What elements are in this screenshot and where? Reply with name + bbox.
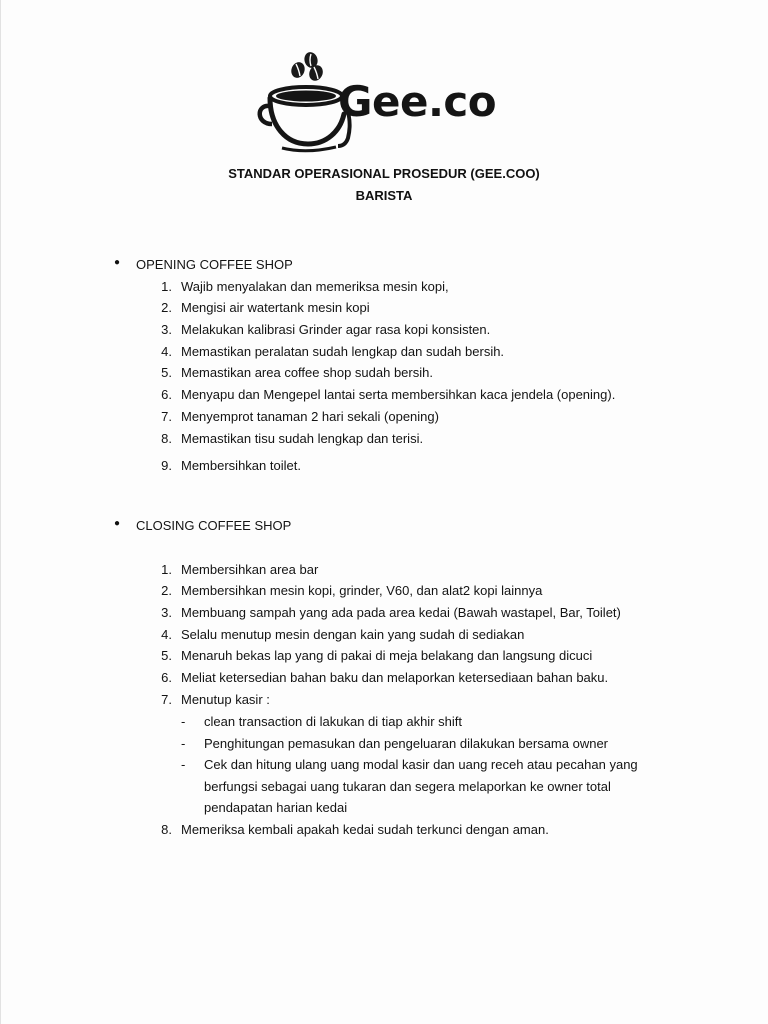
bullet-icon: ● — [114, 518, 121, 529]
list-number: 4. — [161, 627, 172, 642]
list-number: 5. — [161, 365, 172, 380]
list-number: 8. — [161, 431, 172, 446]
page-edge — [0, 0, 1, 1024]
bullet-icon: ● — [114, 257, 121, 268]
list-number: 9. — [161, 458, 172, 473]
closing-heading-text: CLOSING COFFEE SHOP — [136, 518, 292, 533]
list-item: Membersihkan mesin kopi, grinder, V60, dan alat2 kopi lainnya — [181, 583, 543, 598]
list-item: Melakukan kalibrasi Grinder agar rasa kopi konsisten. — [181, 322, 491, 337]
list-number: 3. — [161, 322, 172, 337]
sub-item-dash: - — [181, 736, 186, 751]
list-item: Mengisi air watertank mesin kopi — [181, 300, 370, 315]
list-item: Menyemprot tanaman 2 hari sekali (opening) — [181, 409, 439, 424]
list-number: 1. — [161, 562, 172, 577]
list-item: Menaruh bekas lap yang di pakai di meja belakang dan langsung dicuci — [181, 648, 593, 663]
list-number: 6. — [161, 387, 172, 402]
sub-item-dash: - — [181, 757, 186, 772]
list-item: Menutup kasir : — [181, 692, 270, 707]
list-number: 3. — [161, 605, 172, 620]
sub-item: Cek dan hitung ulang uang modal kasir dan uang receh atau pecahan yang — [204, 757, 638, 772]
list-number: 2. — [161, 583, 172, 598]
sub-item-continued: berfungsi sebagai uang tukaran dan segera melaporkan ke owner total — [204, 779, 611, 794]
list-item: Memeriksa kembali apakah kedai sudah terkunci dengan aman. — [181, 822, 549, 837]
list-item: Selalu menutup mesin dengan kain yang sudah di sediakan — [181, 627, 525, 642]
document-title: STANDAR OPERASIONAL PROSEDUR (GEE.COO) — [228, 166, 540, 181]
list-item: Memastikan area coffee shop sudah bersih. — [181, 365, 433, 380]
list-number: 5. — [161, 648, 172, 663]
list-number: 8. — [161, 822, 172, 837]
logo-wordmark: Gee.co — [338, 77, 497, 126]
opening-section-heading — [114, 257, 293, 272]
closing-section-heading — [114, 518, 292, 533]
list-item: Membuang sampah yang ada pada area kedai (Bawah wastapel, Bar, Toilet) — [181, 605, 621, 620]
list-number: 7. — [161, 692, 172, 707]
opening-heading-text: OPENING COFFEE SHOP — [136, 257, 293, 272]
list-item: Membersihkan area bar — [181, 562, 319, 577]
document-subtitle: BARISTA — [355, 188, 413, 203]
list-number: 2. — [161, 300, 172, 315]
list-item: Meliat ketersedian bahan baku dan melaporkan ketersediaan bahan baku. — [181, 670, 609, 685]
list-item: Memastikan peralatan sudah lengkap dan sudah bersih. — [181, 344, 505, 359]
sub-item-continued: pendapatan harian kedai — [204, 800, 348, 815]
coffee-beans-icon — [289, 51, 325, 83]
list-item: Wajib menyalakan dan memeriksa mesin kopi, — [181, 279, 449, 294]
sub-item-dash: - — [181, 714, 186, 729]
list-item: Menyapu dan Mengepel lantai serta membersihkan kaca jendela (opening). — [181, 387, 616, 402]
list-number: 6. — [161, 670, 172, 685]
list-number: 1. — [161, 279, 172, 294]
sub-item: clean transaction di lakukan di tiap akhir shift — [204, 714, 462, 729]
list-item: Memastikan tisu sudah lengkap dan terisi. — [181, 431, 424, 446]
list-number: 4. — [161, 344, 172, 359]
sub-item: Penghitungan pemasukan dan pengeluaran dilakukan bersama owner — [204, 736, 609, 751]
list-number: 7. — [161, 409, 172, 424]
list-item: Membersihkan toilet. — [181, 458, 301, 473]
gee-co-logo — [256, 48, 518, 156]
